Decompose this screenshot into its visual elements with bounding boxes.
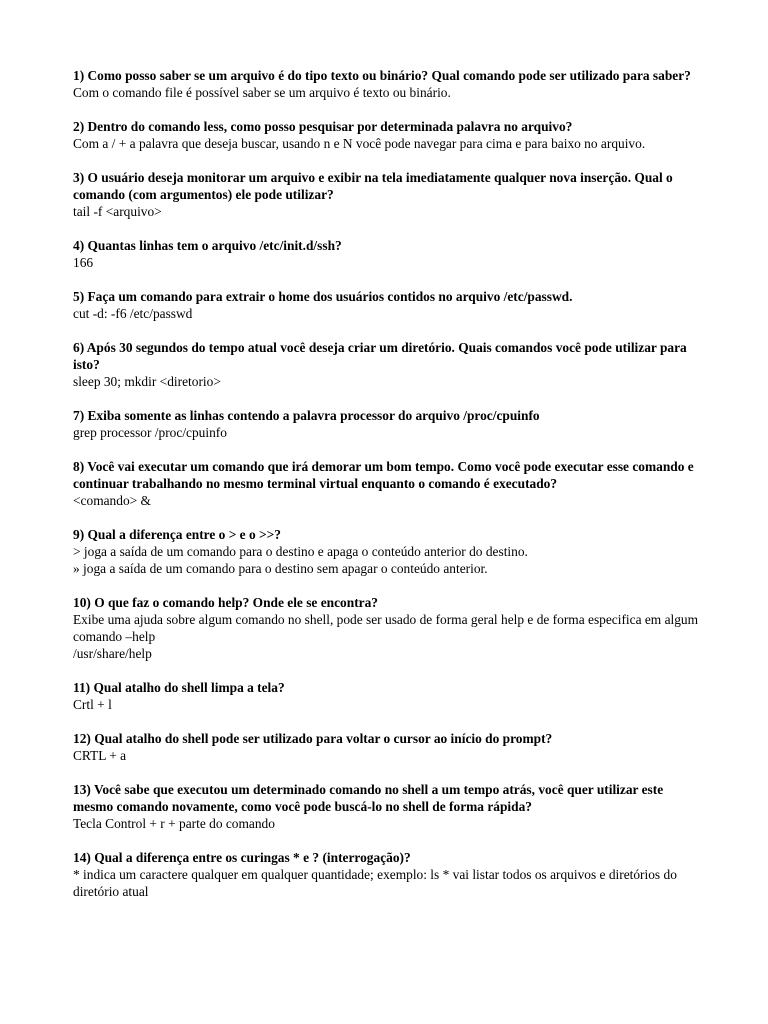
qa-item-2: [73, 118, 703, 152]
answer-6: sleep 30; mkdir <diretorio>: [73, 374, 221, 389]
qa-item-10: [73, 594, 703, 662]
qa-item-13: [73, 781, 703, 832]
question-2: 2) Dentro do comando less, como posso pesquisar por determinada palavra no arquivo?: [73, 119, 573, 134]
qa-item-8: [73, 458, 703, 509]
answer-7: grep processor /proc/cpuinfo: [73, 425, 227, 440]
answer-1: Com o comando file é possível saber se um arquivo é texto ou binário.: [73, 85, 451, 100]
question-4: 4) Quantas linhas tem o arquivo /etc/init.d/ssh?: [73, 238, 342, 253]
question-11: 11) Qual atalho do shell limpa a tela?: [73, 680, 285, 695]
question-13: 13) Você sabe que executou um determinado comando no shell a um tempo atrás, você quer utilizar este mesmo comando novamente, como você pode buscá-lo no shell de forma rápida?: [73, 782, 664, 814]
question-1: 1) Como posso saber se um arquivo é do tipo texto ou binário? Qual comando pode ser utilizado para saber?: [73, 68, 691, 83]
question-12: 12) Qual atalho do shell pode ser utilizado para voltar o cursor ao início do prompt?: [73, 731, 553, 746]
question-5: 5) Faça um comando para extrair o home dos usuários contidos no arquivo /etc/passwd.: [73, 289, 573, 304]
answer-14: * indica um caractere qualquer em qualquer quantidade; exemplo: ls * vai listar todos os arquivos e diretórios do diretório atual: [73, 867, 677, 899]
question-7: 7) Exiba somente as linhas contendo a palavra processor do arquivo /proc/cpuinfo: [73, 408, 540, 423]
qa-item-1: [73, 67, 703, 101]
qa-item-14: [73, 849, 703, 900]
answer-10-line-1: Exibe uma ajuda sobre algum comando no shell, pode ser usado de forma geral help e de forma especifica em algum comando –help: [73, 612, 699, 644]
question-14: 14) Qual a diferença entre os curingas * e ? (interrogação)?: [73, 850, 411, 865]
answer-4: 166: [73, 255, 94, 270]
answer-8: <comando> &: [73, 493, 151, 508]
answer-13: Tecla Control + r + parte do comando: [73, 816, 275, 831]
qa-item-7: [73, 407, 703, 441]
answer-2: Com a / + a palavra que deseja buscar, usando n e N você pode navegar para cima e para baixo no arquivo.: [73, 136, 646, 151]
qa-item-3: [73, 169, 703, 220]
question-3: 3) O usuário deseja monitorar um arquivo e exibir na tela imediatamente qualquer nova inserção. Qual o comando (com argumentos) ele pode utilizar?: [73, 170, 673, 202]
question-9: 9) Qual a diferença entre o > e o >>?: [73, 527, 281, 542]
answer-12: CRTL + a: [73, 748, 127, 763]
question-8: 8) Você vai executar um comando que irá demorar um bom tempo. Como você pode executar esse comando e continuar trabalhando no mesmo terminal virtual enquanto o comando é executado?: [73, 459, 694, 491]
qa-item-12: [73, 730, 703, 764]
answer-9-line-1: > joga a saída de um comando para o destino e apaga o conteúdo anterior do destino.: [73, 544, 528, 559]
answer-5: cut -d: -f6 /etc/passwd: [73, 306, 193, 321]
answer-3: tail -f <arquivo>: [73, 204, 162, 219]
qa-item-4: [73, 237, 703, 271]
question-6: 6) Após 30 segundos do tempo atual você deseja criar um diretório. Quais comandos você pode utilizar para isto?: [73, 340, 687, 372]
qa-item-5: [73, 288, 703, 322]
document-page: [73, 67, 703, 917]
qa-item-6: [73, 339, 703, 390]
answer-10-line-2: /usr/share/help: [73, 646, 152, 661]
question-10: 10) O que faz o comando help? Onde ele se encontra?: [73, 595, 378, 610]
qa-item-9: [73, 526, 703, 577]
answer-11: Crtl + l: [73, 697, 112, 712]
answer-9-line-2: » joga a saída de um comando para o destino sem apagar o conteúdo anterior.: [73, 561, 488, 576]
qa-item-11: [73, 679, 703, 713]
